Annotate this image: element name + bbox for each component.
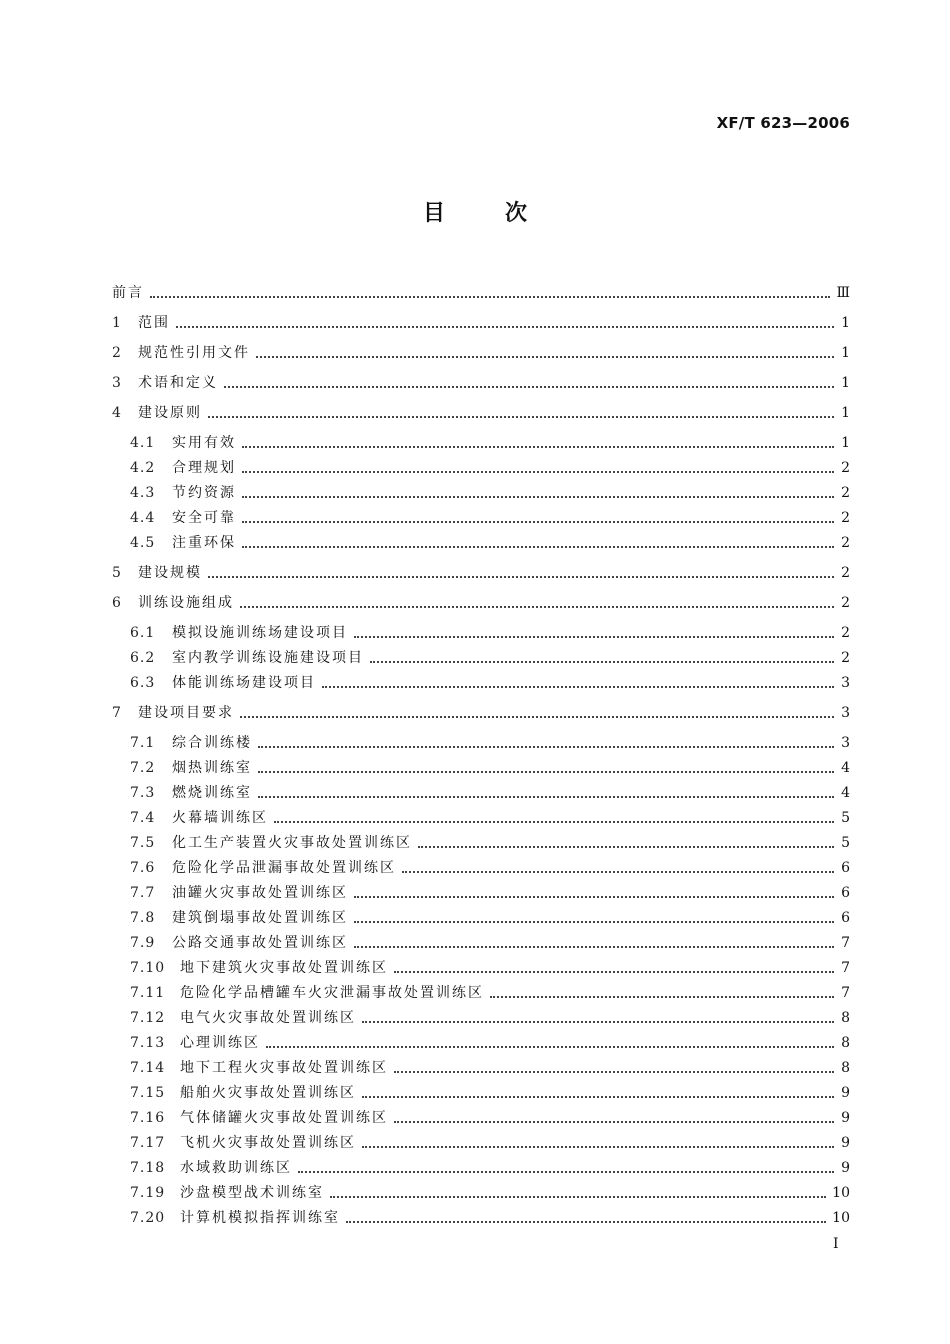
toc-entry[interactable] (112, 398, 850, 422)
toc-entry-label: 规范性引用文件 (138, 345, 250, 361)
toc-entry[interactable] (112, 308, 850, 332)
dot-leader (362, 1096, 834, 1098)
toc-entry-page: 3 (841, 675, 850, 691)
toc-entry-number: 7.3 (130, 785, 156, 801)
toc-entry-label: 建设原则 (138, 405, 202, 421)
toc-entry[interactable] (112, 428, 850, 452)
toc-entry[interactable] (112, 618, 850, 642)
toc-entry-page: 6 (841, 860, 850, 876)
toc-entry[interactable] (112, 668, 850, 692)
toc-entry-label: 合理规划 (172, 460, 236, 476)
toc-entry[interactable] (112, 803, 850, 827)
toc-entry-label: 水域救助训练区 (180, 1160, 292, 1176)
dot-leader (354, 921, 834, 923)
toc-entry[interactable] (112, 478, 850, 502)
dot-leader (418, 846, 834, 848)
dot-leader (370, 661, 834, 663)
dot-leader (394, 1121, 834, 1123)
toc-entry[interactable] (112, 878, 850, 902)
toc-entry-number: 7.7 (130, 885, 156, 901)
toc-entry-page: 9 (841, 1110, 850, 1126)
toc-entry-number: 7.18 (130, 1160, 166, 1176)
toc-entry-label: 船舶火灾事故处置训练区 (180, 1085, 356, 1101)
dot-leader (274, 821, 834, 823)
toc-entry-label: 心理训练区 (180, 1035, 260, 1051)
dot-leader (354, 946, 834, 948)
toc-entry[interactable] (112, 728, 850, 752)
toc-entry-number: 7.9 (130, 935, 156, 951)
toc-entry-number: 7.14 (130, 1060, 166, 1076)
toc-entry[interactable] (112, 278, 850, 302)
dot-leader (176, 326, 834, 328)
toc-entry-number: 7.4 (130, 810, 156, 826)
toc-entry-number: 7.16 (130, 1110, 166, 1126)
toc-entry-page: 9 (841, 1135, 850, 1151)
toc-entry-label: 模拟设施训练场建设项目 (172, 625, 348, 641)
toc-entry-label: 沙盘模型战术训练室 (180, 1185, 324, 1201)
toc-entry[interactable] (112, 643, 850, 667)
toc-entry-page: 5 (841, 835, 850, 851)
toc-entry-number: 6.3 (130, 675, 156, 691)
toc-entry-page: 2 (841, 565, 850, 581)
toc-entry-label: 前言 (112, 285, 144, 301)
toc-entry-page: 1 (841, 315, 850, 331)
toc-entry-number: 7.5 (130, 835, 156, 851)
toc-entry-number: 7.15 (130, 1085, 166, 1101)
dot-leader (298, 1171, 834, 1173)
toc-entry-number: 4.2 (130, 460, 156, 476)
toc-entry-number: 4.3 (130, 485, 156, 501)
toc-entry-page: 6 (841, 885, 850, 901)
page-title: 目次 (422, 201, 587, 226)
dot-leader (258, 746, 834, 748)
toc-entry-page: 2 (841, 510, 850, 526)
toc-entry-label: 危险化学品泄漏事故处置训练区 (172, 860, 396, 876)
toc-entry-page: 10 (832, 1210, 850, 1226)
toc-entry-page: 7 (841, 985, 850, 1001)
toc-entry-number: 4.1 (130, 435, 156, 451)
toc-entry-page: 6 (841, 910, 850, 926)
toc-entry-number: 7.8 (130, 910, 156, 926)
dot-leader (266, 1046, 834, 1048)
dot-leader (242, 546, 834, 548)
standard-code: XF/T 623—2006 (716, 114, 850, 132)
toc-entry[interactable] (112, 778, 850, 802)
toc-entry-number: 7.13 (130, 1035, 166, 1051)
toc-entry[interactable] (112, 1203, 850, 1227)
toc-entry-page: 2 (841, 625, 850, 641)
toc-entry[interactable] (112, 1003, 850, 1027)
toc-entry-label: 油罐火灾事故处置训练区 (172, 885, 348, 901)
toc-entry-label: 地下建筑火灾事故处置训练区 (180, 960, 388, 976)
dot-leader (242, 446, 834, 448)
toc-entry[interactable] (112, 1178, 850, 1202)
toc-entry-label: 建设规模 (138, 565, 202, 581)
toc-entry-page: 9 (841, 1085, 850, 1101)
toc-entry-number: 7.12 (130, 1010, 166, 1026)
toc-entry[interactable] (112, 928, 850, 952)
toc-entry-page: 2 (841, 485, 850, 501)
toc-entry-label: 室内教学训练设施建设项目 (172, 650, 364, 666)
toc-entry-number: 4.4 (130, 510, 156, 526)
toc-entry[interactable] (112, 828, 850, 852)
dot-leader (354, 896, 834, 898)
toc-entry-label: 燃烧训练室 (172, 785, 252, 801)
toc-entry-number: 3 (112, 375, 122, 391)
toc-entry-label: 化工生产装置火灾事故处置训练区 (172, 835, 412, 851)
dot-leader (242, 521, 834, 523)
toc-entry-number: 2 (112, 345, 122, 361)
toc-entry[interactable] (112, 453, 850, 477)
toc-entry-number: 7.20 (130, 1210, 166, 1226)
footer-page-number: I (833, 1236, 839, 1252)
toc-entry-page: 3 (841, 705, 850, 721)
toc-entry-label: 术语和定义 (138, 375, 218, 391)
toc-entry-label: 注重环保 (172, 535, 236, 551)
dot-leader (242, 496, 834, 498)
dot-leader (490, 996, 834, 998)
toc-entry-page: 7 (841, 935, 850, 951)
toc-entry-page: 5 (841, 810, 850, 826)
dot-leader (256, 356, 834, 358)
toc-entry[interactable] (112, 1078, 850, 1102)
toc-entry-page: 4 (841, 760, 850, 776)
toc-entry-page: 8 (841, 1060, 850, 1076)
toc-entry-number: 7.17 (130, 1135, 166, 1151)
dot-leader (394, 1071, 834, 1073)
dot-leader (240, 606, 834, 608)
toc-entry-label: 公路交通事故处置训练区 (172, 935, 348, 951)
toc-entry-page: 2 (841, 460, 850, 476)
dot-leader (208, 416, 834, 418)
toc-entry[interactable] (112, 588, 850, 612)
toc-entry[interactable] (112, 1153, 850, 1177)
toc-entry[interactable] (112, 1053, 850, 1077)
toc-entry[interactable] (112, 698, 850, 722)
dot-leader (240, 716, 834, 718)
dot-leader (208, 576, 834, 578)
toc-entry-number: 1 (112, 315, 122, 331)
toc-entry-label: 范围 (138, 315, 170, 331)
dot-leader (322, 686, 834, 688)
toc-entry-label: 气体储罐火灾事故处置训练区 (180, 1110, 388, 1126)
toc-entry-number: 6.1 (130, 625, 156, 641)
toc-entry-number: 4 (112, 405, 122, 421)
dot-leader (330, 1196, 826, 1198)
toc-entry-label: 体能训练场建设项目 (172, 675, 316, 691)
toc-entry-page: Ⅲ (836, 285, 850, 301)
toc-entry[interactable] (112, 503, 850, 527)
toc-entry-number: 7.19 (130, 1185, 166, 1201)
toc-entry-label: 建设项目要求 (138, 705, 234, 721)
toc-entry-number: 6 (112, 595, 122, 611)
toc-entry[interactable] (112, 1028, 850, 1052)
toc-entry-number: 6.2 (130, 650, 156, 666)
toc-entry[interactable] (112, 978, 850, 1002)
toc-entry[interactable] (112, 528, 850, 552)
toc-entry[interactable] (112, 368, 850, 392)
toc-entry-label: 飞机火灾事故处置训练区 (180, 1135, 356, 1151)
toc-entry[interactable] (112, 1103, 850, 1127)
toc-entry-number: 7.2 (130, 760, 156, 776)
toc-entry-number: 7 (112, 705, 122, 721)
toc-entry-number: 7.11 (130, 985, 166, 1001)
toc-entry[interactable] (112, 903, 850, 927)
toc-entry[interactable] (112, 558, 850, 582)
toc-entry-page: 8 (841, 1010, 850, 1026)
toc-entry[interactable] (112, 1128, 850, 1152)
toc-entry-label: 实用有效 (172, 435, 236, 451)
toc-entry-number: 4.5 (130, 535, 156, 551)
toc-entry-label: 地下工程火灾事故处置训练区 (180, 1060, 388, 1076)
dot-leader (258, 796, 834, 798)
toc-entry-page: 1 (841, 345, 850, 361)
dot-leader (362, 1021, 834, 1023)
toc-entry-page: 2 (841, 650, 850, 666)
dot-leader (258, 771, 834, 773)
toc-entry-label: 综合训练楼 (172, 735, 252, 751)
dot-leader (394, 971, 834, 973)
toc-entry-label: 危险化学品槽罐车火灾泄漏事故处置训练区 (180, 985, 484, 1001)
toc-entry[interactable] (112, 953, 850, 977)
toc-entry-page: 4 (841, 785, 850, 801)
toc-entry[interactable] (112, 753, 850, 777)
toc-entry-label: 建筑倒塌事故处置训练区 (172, 910, 348, 926)
toc-entry[interactable] (112, 853, 850, 877)
toc-entry-page: 10 (832, 1185, 850, 1201)
toc-entry-page: 1 (841, 375, 850, 391)
dot-leader (346, 1221, 826, 1223)
dot-leader (354, 636, 834, 638)
toc-entry-number: 7.10 (130, 960, 166, 976)
toc-entry-number: 5 (112, 565, 122, 581)
dot-leader (150, 296, 830, 298)
toc-entry-number: 7.6 (130, 860, 156, 876)
toc-entry-label: 烟热训练室 (172, 760, 252, 776)
toc-entry-page: 9 (841, 1160, 850, 1176)
dot-leader (242, 471, 834, 473)
toc-entry-number: 7.1 (130, 735, 156, 751)
toc-entry-label: 计算机模拟指挥训练室 (180, 1210, 340, 1226)
toc-entry-page: 1 (841, 435, 850, 451)
toc-entry-page: 1 (841, 405, 850, 421)
toc-entry-label: 火幕墙训练区 (172, 810, 268, 826)
toc-entry-label: 安全可靠 (172, 510, 236, 526)
toc-entry-page: 8 (841, 1035, 850, 1051)
dot-leader (402, 871, 834, 873)
dot-leader (224, 386, 834, 388)
toc-entry-page: 3 (841, 735, 850, 751)
toc-entry[interactable] (112, 338, 850, 362)
toc-entry-label: 电气火灾事故处置训练区 (180, 1010, 356, 1026)
toc-entry-page: 7 (841, 960, 850, 976)
toc-entry-label: 节约资源 (172, 485, 236, 501)
toc-entry-page: 2 (841, 535, 850, 551)
toc-entry-label: 训练设施组成 (138, 595, 234, 611)
dot-leader (362, 1146, 834, 1148)
toc-entry-page: 2 (841, 595, 850, 611)
